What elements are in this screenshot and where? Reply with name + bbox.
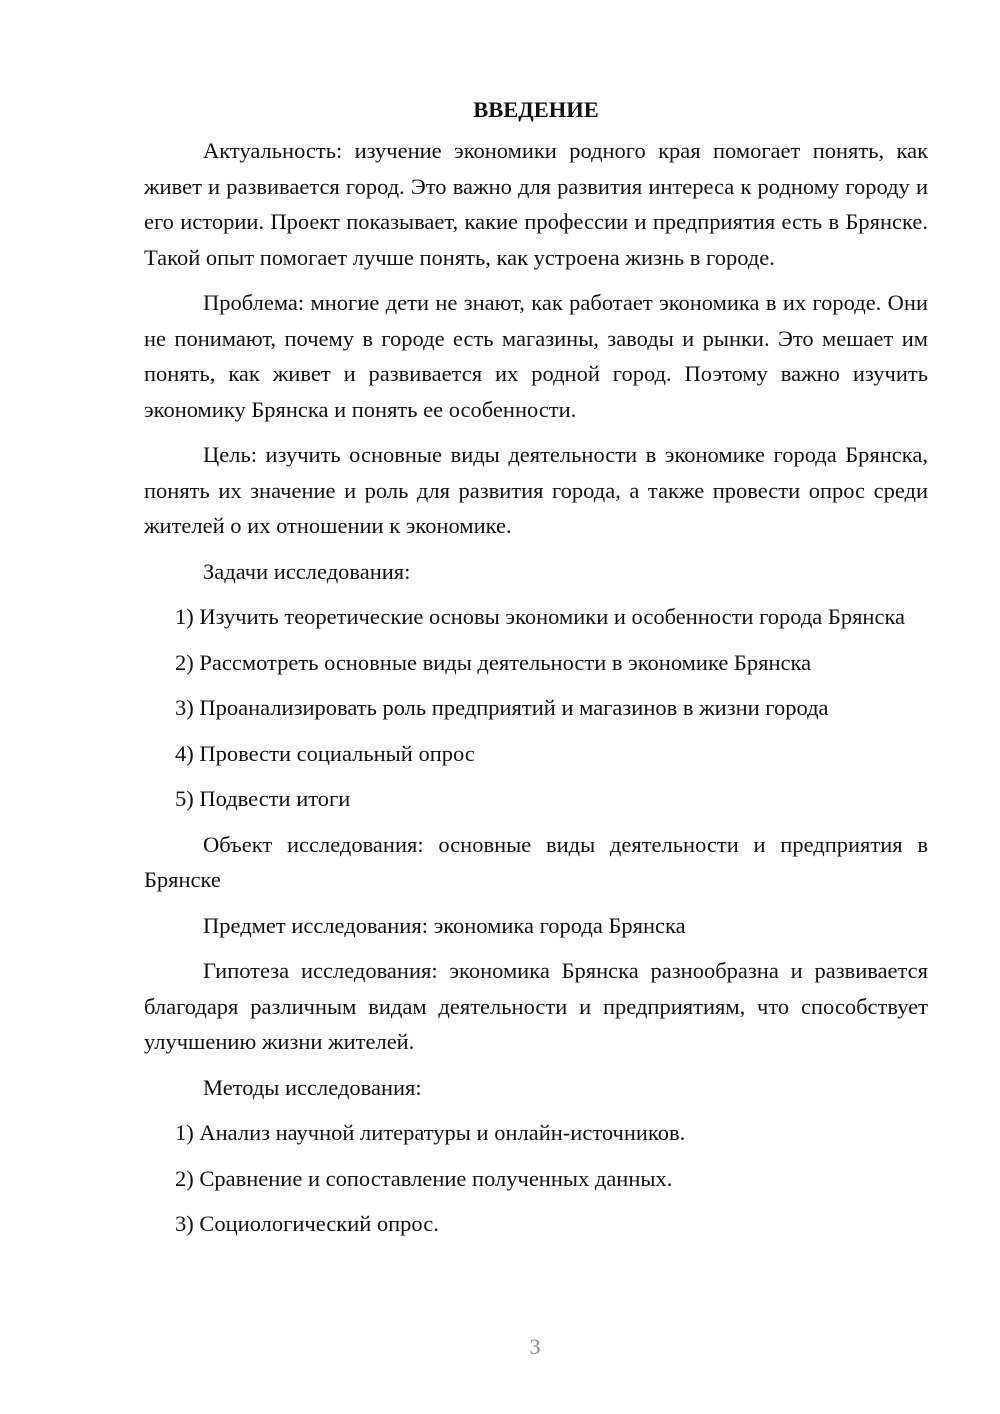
relevance-paragraph: Актуальность: изучение экономики родного края помогает понять, как живет и развивается город. Это важно для развития интереса к родному городу и его истории. Проект показывает, какие профессии и предприятия есть в Брянске. Такой опыт помогает лучше понять, как устроена жизнь в городе. <box>144 138 928 270</box>
method-item: 2) Сравнение и сопоставление полученных данных. <box>175 1165 673 1191</box>
task-item: 4) Провести социальный опрос <box>175 740 475 766</box>
methods-heading: Методы исследования: <box>203 1074 422 1100</box>
problem-paragraph: Проблема: многие дети не знают, как работает экономика в их городе. Они не понимают, почему в городе есть магазины, заводы и рынки. Это мешает им понять, как живет и развивается их родной город. Поэтому важно изучить экономику Брянска и понять ее особенности. <box>144 290 928 422</box>
hypothesis-paragraph: Гипотеза исследования: экономика Брянска разнообразна и развивается благодаря различным видам деятельности и предприятиям, что способствует улучшению жизни жителей. <box>144 958 928 1054</box>
method-item: 3) Социологический опрос. <box>175 1211 439 1236</box>
method-item: 1) Анализ научной литературы и онлайн-источников. <box>175 1120 686 1145</box>
object-paragraph: Объект исследования: основные виды деятельности и предприятия в Брянске <box>144 831 928 892</box>
task-item: 5) Подвести итоги <box>175 786 351 811</box>
subject-paragraph: Предмет исследования: экономика города Брянска <box>203 912 686 938</box>
task-item: 2) Рассмотреть основные виды деятельности в экономике Брянска <box>175 649 812 675</box>
task-item: 3) Проанализировать роль предприятий и магазинов в жизни города <box>175 695 829 720</box>
page-title: ВВЕДЕНИЕ <box>473 97 599 122</box>
page-number: 3 <box>529 1334 541 1359</box>
page-content <box>144 92 928 1242</box>
tasks-heading: Задачи исследования: <box>203 558 411 584</box>
task-item: 1) Изучить теоретические основы экономики и особенности города Брянска <box>175 604 906 629</box>
goal-paragraph: Цель: изучить основные виды деятельности в экономике города Брянска, понять их значение и роль для развития города, а также провести опрос среди жителей о их отношении к экономике. <box>144 442 928 538</box>
